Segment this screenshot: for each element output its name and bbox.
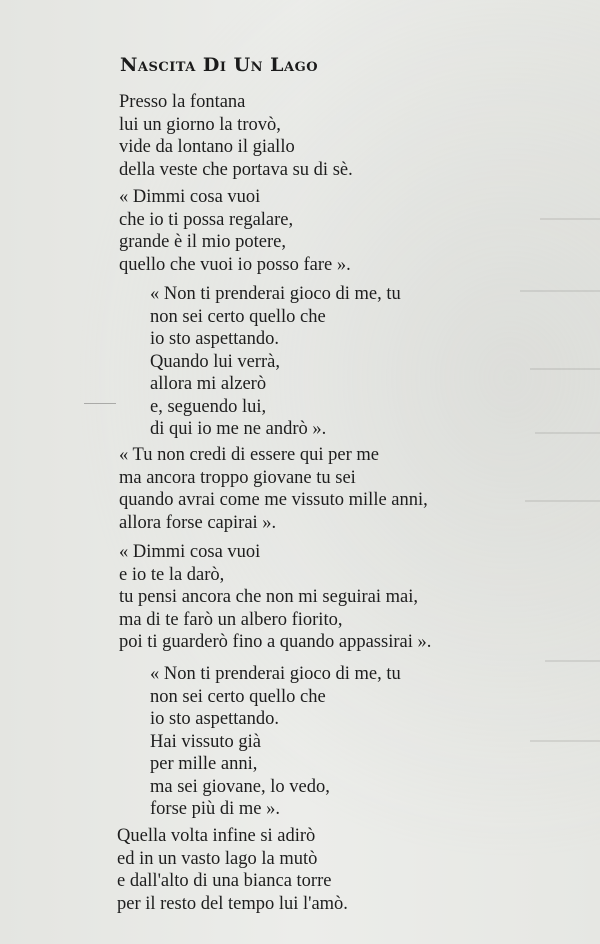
poem-line: lui un giorno la trovò, [119, 114, 281, 135]
poem-line: e dall'alto di una bianca torre [117, 871, 332, 891]
stanza-3 [150, 283, 401, 441]
poem-line: quando avrai come me vissuto mille anni, [119, 490, 428, 510]
poem-line: e, seguendo lui, [150, 396, 267, 417]
poem-line: Quando lui verrà, [150, 351, 280, 372]
poem-line: poi ti guarderò fino a quando appassirai ». [119, 632, 432, 652]
poem-line: « Dimmi cosa vuoi [119, 187, 261, 207]
poem-line: io sto aspettando. [150, 329, 279, 349]
bleed-through-line [525, 500, 600, 502]
poem-line: e io te la darò, [119, 564, 225, 585]
pencil-mark [84, 403, 116, 404]
bleed-through-line [540, 218, 600, 220]
poem-line: quello che vuoi io posso fare ». [119, 254, 351, 275]
poem-line: di qui io me ne andrò ». [150, 419, 327, 439]
stanza-5 [119, 541, 431, 654]
poem-line: non sei certo quello che [150, 686, 326, 707]
poem-line: per il resto del tempo lui l'amò. [117, 893, 348, 914]
bleed-through-line [545, 660, 600, 662]
stanza-2 [119, 186, 351, 276]
poem-line: Hai vissuto già [150, 731, 261, 752]
poem-line: allora mi alzerò [150, 374, 267, 394]
poem-line: ed in un vasto lago la mutò [117, 848, 318, 869]
bleed-through-line [530, 368, 600, 370]
poem-line: non sei certo quello che [150, 306, 326, 327]
poem-line: « Dimmi cosa vuoi [119, 542, 261, 562]
poem-line: ma sei giovane, lo vedo, [150, 776, 330, 797]
poem-line: forse più di me ». [150, 799, 280, 819]
poem-line: che io ti possa regalare, [119, 209, 294, 230]
stanza-6 [150, 663, 401, 821]
stanza-1 [119, 91, 353, 181]
poem-line: Presso la fontana [119, 92, 246, 112]
bleed-through-line [530, 740, 600, 742]
stanza-7 [117, 825, 348, 915]
poem-line: Quella volta infine si adirò [117, 826, 316, 846]
poem-line: della veste che portava su di sè. [119, 159, 353, 180]
poem-line: « Tu non credi di essere qui per me [119, 445, 379, 465]
poem-line: allora forse capirai ». [119, 512, 277, 533]
poem-title: Nascita Di Un Lago [120, 54, 319, 76]
poem-line: « Non ti prenderai gioco di me, tu [150, 284, 401, 304]
poem-line: grande è il mio potere, [119, 232, 286, 252]
poem-line: io sto aspettando. [150, 709, 279, 729]
poem-line: ma ancora troppo giovane tu sei [119, 467, 356, 488]
bleed-through-line [535, 432, 600, 434]
poem-line: tu pensi ancora che non mi seguirai mai, [119, 587, 418, 607]
poem-line: ma di te farò un albero fiorito, [119, 609, 343, 630]
stanza-4 [119, 444, 428, 534]
poem-line: « Non ti prenderai gioco di me, tu [150, 664, 401, 684]
poem-line: vide da lontano il giallo [119, 137, 295, 157]
poem-line: per mille anni, [150, 754, 258, 774]
bleed-through-line [520, 290, 600, 292]
